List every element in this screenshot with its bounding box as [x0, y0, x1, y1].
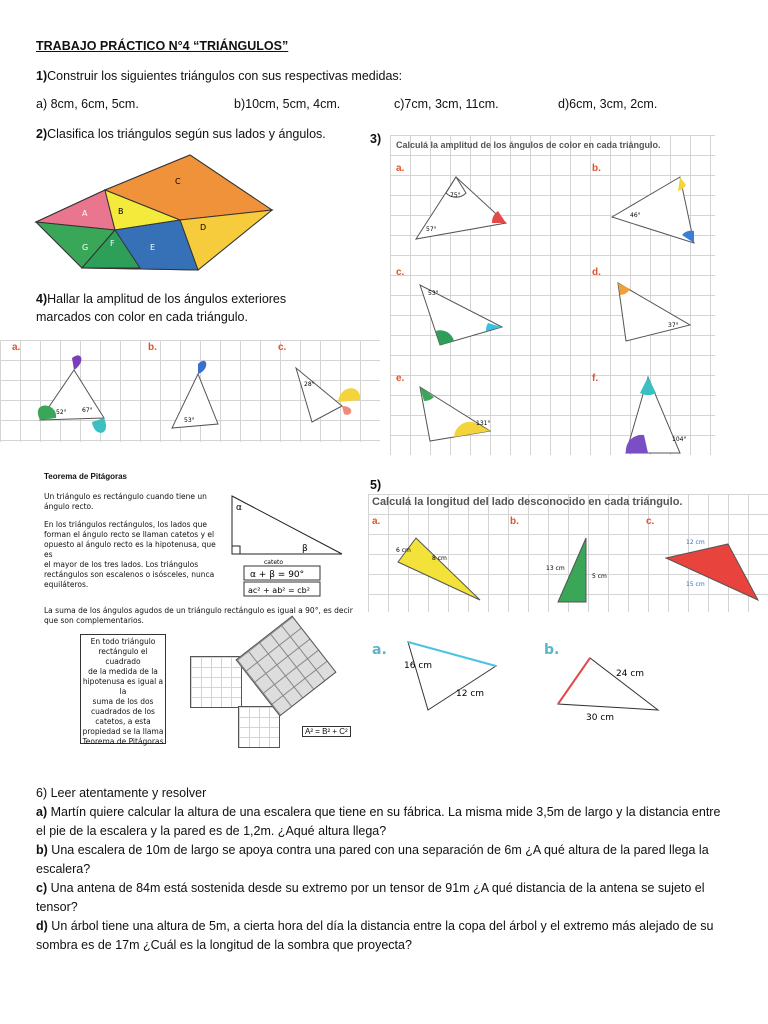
ex6-c-text: Una antena de 84m está sostenida desde su extremo por un tensor de 91m ¿A qué distancia de la antena se sujeto el: [47, 881, 705, 895]
pythagoras-p2-line1: En los triángulos rectángulos, los lados que: [44, 520, 207, 529]
label-g: G: [82, 243, 89, 252]
ex3-c-angle: 53°: [428, 290, 439, 297]
pythagoras-formula-squares: A² = B² + C²: [302, 726, 351, 737]
exercise-3-number: 3): [370, 132, 382, 146]
label-e: E: [150, 243, 156, 252]
ex2-polygon-figure: [30, 150, 350, 280]
pythagoras-formula-sides: ac² + ab² = cb²: [248, 586, 310, 595]
ex5-b-side-1: 13 cm: [546, 565, 565, 572]
ex5-heading: Calculá la longitud del lado desconocido en cada triángulo.: [372, 496, 683, 508]
pythagoras-p1: [44, 492, 224, 512]
pythagoras-square-b: [190, 656, 242, 708]
ex3-a-left-angle: 57°: [426, 226, 437, 233]
ex6-d-text: Un árbol tiene una altura de 5m, a cierta hora del día la distancia entre la copa del árbol y el extremo más alejado de su: [47, 919, 714, 933]
exercise-2-number: 2): [36, 127, 48, 141]
ex5-letter-b: b.: [510, 516, 519, 527]
theorem-box-line3: de la medida de la: [88, 667, 158, 676]
exercise-4-line1: [36, 290, 286, 308]
ex6-a-label: a): [36, 805, 48, 819]
ex6-a-text: Martín quiere calcular la altura de una escalera que tiene en su fábrica. La misma mide 3,5m de largo y la distancia entre: [47, 805, 721, 819]
page-title: TRABAJO PRÁCTICO N°4 “TRIÁNGULOS”: [36, 39, 289, 53]
ex4-c-angle: 28°: [304, 381, 315, 388]
label-f: F: [110, 239, 115, 248]
ex6-item-c: [36, 879, 746, 898]
pythagoras-p2-line5: rectángulos son escalenos o isósceles, nunca: [44, 570, 215, 579]
pythagoras-title: Teorema de Pitágoras: [44, 472, 127, 481]
ex4-b-angle: 53°: [184, 417, 195, 424]
ex3-triangles: [390, 135, 715, 455]
pythagoras-theorem-box: [80, 634, 166, 744]
exercise-4-line2: marcados con color en cada triángulo.: [36, 310, 248, 324]
ex3-letter-d: d.: [592, 267, 601, 278]
theorem-box-line5: suma de los dos: [92, 697, 154, 706]
ex5-letter-a: a.: [372, 516, 381, 527]
ex5-bottom-a-side-1: 16 cm: [404, 661, 433, 671]
ex6-item-a: [36, 803, 746, 822]
pythagoras-p2: [44, 520, 224, 590]
ex4-a-angle-2: 67°: [82, 407, 93, 414]
exercise-2-text: Clasifica los triángulos según sus lados y ángulos.: [47, 127, 326, 141]
theorem-box-line9: Teorema de Pitágoras: [82, 737, 164, 746]
exercise-2-statement: [36, 125, 326, 143]
ex5-c-side-2: 15 cm: [686, 581, 705, 588]
ex5-grid-panel: [368, 494, 768, 612]
ex4-letter-b: b.: [148, 342, 157, 353]
ex6-item-d: [36, 917, 746, 936]
ex6-item-b-cont: escalera?: [36, 862, 91, 876]
ex4-a-angle-1: 52°: [56, 409, 67, 416]
ex6-c-label: c): [36, 881, 48, 895]
pythagoras-square-c: [238, 706, 280, 748]
exercise-6-heading: 6) Leer atentamente y resolver: [36, 786, 207, 800]
ex5-b-side-2: 5 cm: [592, 573, 607, 580]
label-a: A: [82, 209, 88, 218]
ex3-b-angle: 46°: [630, 212, 641, 219]
ex4-letter-c: c.: [278, 342, 287, 353]
pythagoras-p1-line1: Un triángulo es rectángulo cuando tiene un: [44, 492, 207, 501]
ex3-letter-e: e.: [396, 373, 405, 384]
ex3-letter-f: f.: [592, 373, 599, 384]
theorem-box-line1: En todo triángulo: [90, 637, 156, 646]
ex4-triangles: [0, 340, 380, 442]
label-c: C: [175, 177, 181, 186]
ex3-letter-c: c.: [396, 267, 405, 278]
theorem-box-line2: rectángulo el cuadrado: [98, 647, 148, 666]
ex5-letter-c: c.: [646, 516, 655, 527]
ex5-bottom-letter-b: b.: [544, 642, 560, 658]
ex3-heading: Calculá la amplitud de los ángulos de color en cada triángulo.: [396, 140, 661, 150]
theorem-box-line6: cuadrados de los: [91, 707, 155, 716]
ex6-item-d-cont: sombra es de 17m ¿Cuál es la longitud de la sombra que proyecta?: [36, 938, 412, 952]
exercise-1-number: 1): [36, 69, 48, 83]
ex1-item-b: b)10cm, 5cm, 4cm.: [234, 97, 341, 111]
pythagoras-square-a: [235, 615, 336, 716]
ex5-a-side-1: 6 cm: [396, 547, 411, 554]
exercise-4-number: 4): [36, 292, 48, 306]
exercise-1-text: Construir los siguientes triángulos con sus respectivas medidas:: [47, 69, 403, 83]
ex6-b-text: Una escalera de 10m de largo se apoya contra una pared con una separación de 6m ¿A qué altura de la pared llega la: [47, 843, 709, 857]
label-b: B: [118, 207, 124, 216]
ex5-bottom-letter-a: a.: [372, 642, 387, 658]
pythagoras-right-triangle: [224, 492, 354, 602]
ex5-bottom-a-side-2: 12 cm: [456, 689, 485, 699]
ex5-a-side-2: 8 cm: [432, 555, 447, 562]
exercise-1-statement: [36, 67, 402, 85]
pythagoras-p2-line4: el mayor de los tres lados. Los triángulos: [44, 560, 199, 569]
theorem-box-line7: catetos, a esta: [95, 717, 151, 726]
ex1-item-d: d)6cm, 3cm, 2cm.: [558, 97, 658, 111]
ex6-item-c-cont: tensor?: [36, 900, 78, 914]
pythagoras-p3-line1: La suma de los ángulos agudos de un triángulo rectángulo es igual a 90°, es decir: [44, 606, 353, 615]
ex5-bottom-b-side-2: 30 cm: [586, 713, 615, 723]
pythagoras-p1-line2: ángulo recto.: [44, 502, 94, 511]
ex5-top-triangles: [368, 494, 768, 612]
pythagoras-formula-angles: α + β = 90°: [250, 570, 305, 580]
pythagoras-p3: [44, 606, 364, 626]
ex6-d-label: d): [36, 919, 48, 933]
theorem-box-line4: hipotenusa es igual a la: [82, 677, 164, 696]
ex4-grid-panel: [0, 340, 380, 442]
ex3-e-angle: 131°: [476, 420, 491, 427]
ex6-item-a-cont: el pie de la escalera y la pared es de 1,2m. ¿Aqué altura llega?: [36, 824, 387, 838]
ex6-b-label: b): [36, 843, 48, 857]
pythagoras-p2-line2: forman el ángulo recto se llaman catetos y el: [44, 530, 215, 539]
ex3-a-top-angle: 75°: [450, 192, 461, 199]
theorem-box-line8: propiedad se la llama: [82, 727, 164, 736]
ex3-grid-panel: [390, 135, 715, 455]
ex1-item-c: c)7cm, 3cm, 11cm.: [394, 97, 499, 111]
ex3-letter-b: b.: [592, 163, 601, 174]
ex3-d-angle: 37°: [668, 322, 679, 329]
ex5-c-side-1: 12 cm: [686, 539, 705, 546]
exercise-5-number: 5): [370, 478, 382, 492]
pythagoras-p2-line6: equiláteros.: [44, 580, 89, 589]
ex5-bottom-b-side-1: 24 cm: [616, 669, 645, 679]
label-d: D: [200, 223, 207, 232]
ex1-item-a: a) 8cm, 6cm, 5cm.: [36, 97, 139, 111]
exercise-4-text-1: Hallar la amplitud de los ángulos exteriores: [47, 292, 287, 306]
pythagoras-p2-line3: opuesto al ángulo recto es la hipotenusa, que es: [44, 540, 216, 559]
ex6-item-b: [36, 841, 746, 860]
ex3-letter-a: a.: [396, 163, 405, 174]
ex4-letter-a: a.: [12, 342, 21, 353]
pythagoras-cateto-label: cateto: [264, 559, 284, 566]
pythagoras-p3-line2: que son complementarios.: [44, 616, 144, 625]
exercise-6: [36, 784, 746, 955]
ex5-bottom-triangles: [368, 624, 668, 728]
pythagoras-alpha: α: [236, 503, 242, 513]
pythagoras-beta: β: [302, 544, 308, 554]
ex3-f-angle: 104°: [672, 436, 687, 443]
